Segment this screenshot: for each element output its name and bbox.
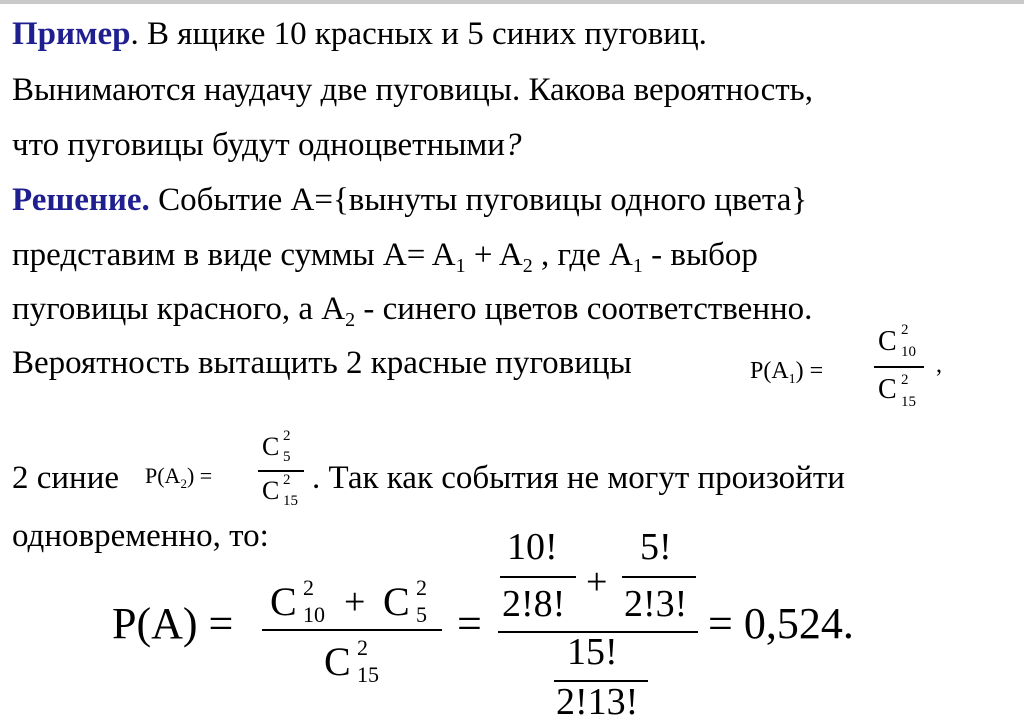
pa2-num-sub: 5 (283, 449, 291, 465)
big-num-c2-sub: 5 (416, 602, 427, 627)
line5-part-c: , где A (532, 237, 633, 273)
pa1-num-sub: 10 (901, 344, 916, 360)
big-num-c1-sub: 10 (303, 602, 325, 627)
text-line-6 (12, 289, 812, 340)
pa2-den-sup: 2 (283, 472, 291, 488)
pa2-den-c: C (262, 476, 280, 505)
big-num-plus: + (344, 581, 366, 623)
text-line-3 (12, 125, 521, 165)
big-main-fraction-bar (262, 629, 442, 631)
big-num-c1-sup: 2 (303, 575, 314, 600)
pa2-num-c: C (262, 432, 280, 461)
pa1-num-sup: 2 (901, 322, 909, 338)
big-den-sub: 15 (357, 662, 379, 687)
line5-sub-1: 1 (455, 255, 466, 277)
pa2-den-sub: 15 (283, 493, 298, 509)
line5-part-b: + A (465, 237, 523, 273)
text-line-4 (12, 180, 807, 220)
f1-bar (500, 576, 576, 578)
pa1-den-c: C (878, 374, 897, 405)
line3-text: что пуговицы будут одноцветными (12, 127, 505, 163)
line8-after: . Так как события не могут произойти (312, 460, 845, 496)
pa2-fraction-bar (258, 470, 304, 472)
f2-bar (622, 576, 696, 578)
text-line-2: Вынимаются наудачу две пуговицы. Какова вероятность, (12, 72, 813, 108)
f-plus: + (586, 561, 608, 603)
example-text: . В ящике 10 красных и 5 синих пуговиц. (130, 16, 707, 52)
pa2-num-sup: 2 (283, 428, 291, 444)
big-den-sup: 2 (357, 635, 368, 660)
text-line-1 (12, 14, 707, 54)
question-mark: ? (504, 127, 522, 163)
pa1-den-sub: 15 (901, 394, 916, 410)
line5-part-d: - выбор (642, 237, 758, 273)
pa1-den-sup: 2 (901, 372, 909, 388)
formula-pa2-lhs (145, 463, 212, 492)
pa1-close: ) = (795, 358, 824, 384)
big-num-c2: C (383, 579, 410, 624)
formula-pa1-lhs (750, 358, 823, 388)
pa2-sub: 2 (180, 476, 187, 491)
big-lhs: P(A) = (112, 599, 234, 648)
line5-part-a: представим в виде суммы A= A (12, 237, 456, 273)
line5-sub-3: 1 (632, 255, 643, 277)
big-num-c1: C (270, 579, 297, 624)
solution-label: Решение. (12, 182, 150, 218)
example-label: Пример (12, 16, 131, 52)
f1-den: 2!8! (502, 583, 566, 625)
f2-den: 2!3! (624, 583, 688, 625)
f1-num: 10! (507, 526, 558, 568)
f3-num: 15! (567, 631, 618, 673)
big-den-c: C (324, 639, 351, 684)
pa1-comma: , (936, 352, 942, 378)
line6-part-b: - синего цветов соответственно. (355, 291, 813, 327)
big-result: = 0,524. (708, 599, 854, 648)
text-line-7: Вероятность вытащить 2 красные пуговицы (12, 345, 632, 381)
line6-sub: 2 (345, 309, 356, 331)
pa1-sub: 1 (788, 372, 796, 387)
top-divider (0, 0, 1024, 4)
text-line-5 (12, 235, 758, 286)
text-line-8: 2 синие (12, 460, 120, 496)
f3-den: 2!13! (556, 681, 639, 723)
big-num-c2-sup: 2 (416, 575, 427, 600)
pa2-p: P(A (145, 463, 181, 488)
pa1-num-c: C (878, 326, 897, 357)
line5-sub-2: 2 (522, 255, 533, 277)
line6-part-a: пуговицы красного, а A (12, 291, 346, 327)
solution-text: Событие A={вынуты пуговицы одного цвета} (149, 182, 808, 218)
pa1-fraction-bar (874, 366, 924, 368)
text-line-9: одновременно, то: (12, 518, 269, 554)
big-equals-1: = (457, 599, 482, 648)
f2-num: 5! (640, 526, 672, 568)
pa2-close: ) = (186, 463, 213, 488)
pa1-p: P(A (750, 358, 789, 384)
